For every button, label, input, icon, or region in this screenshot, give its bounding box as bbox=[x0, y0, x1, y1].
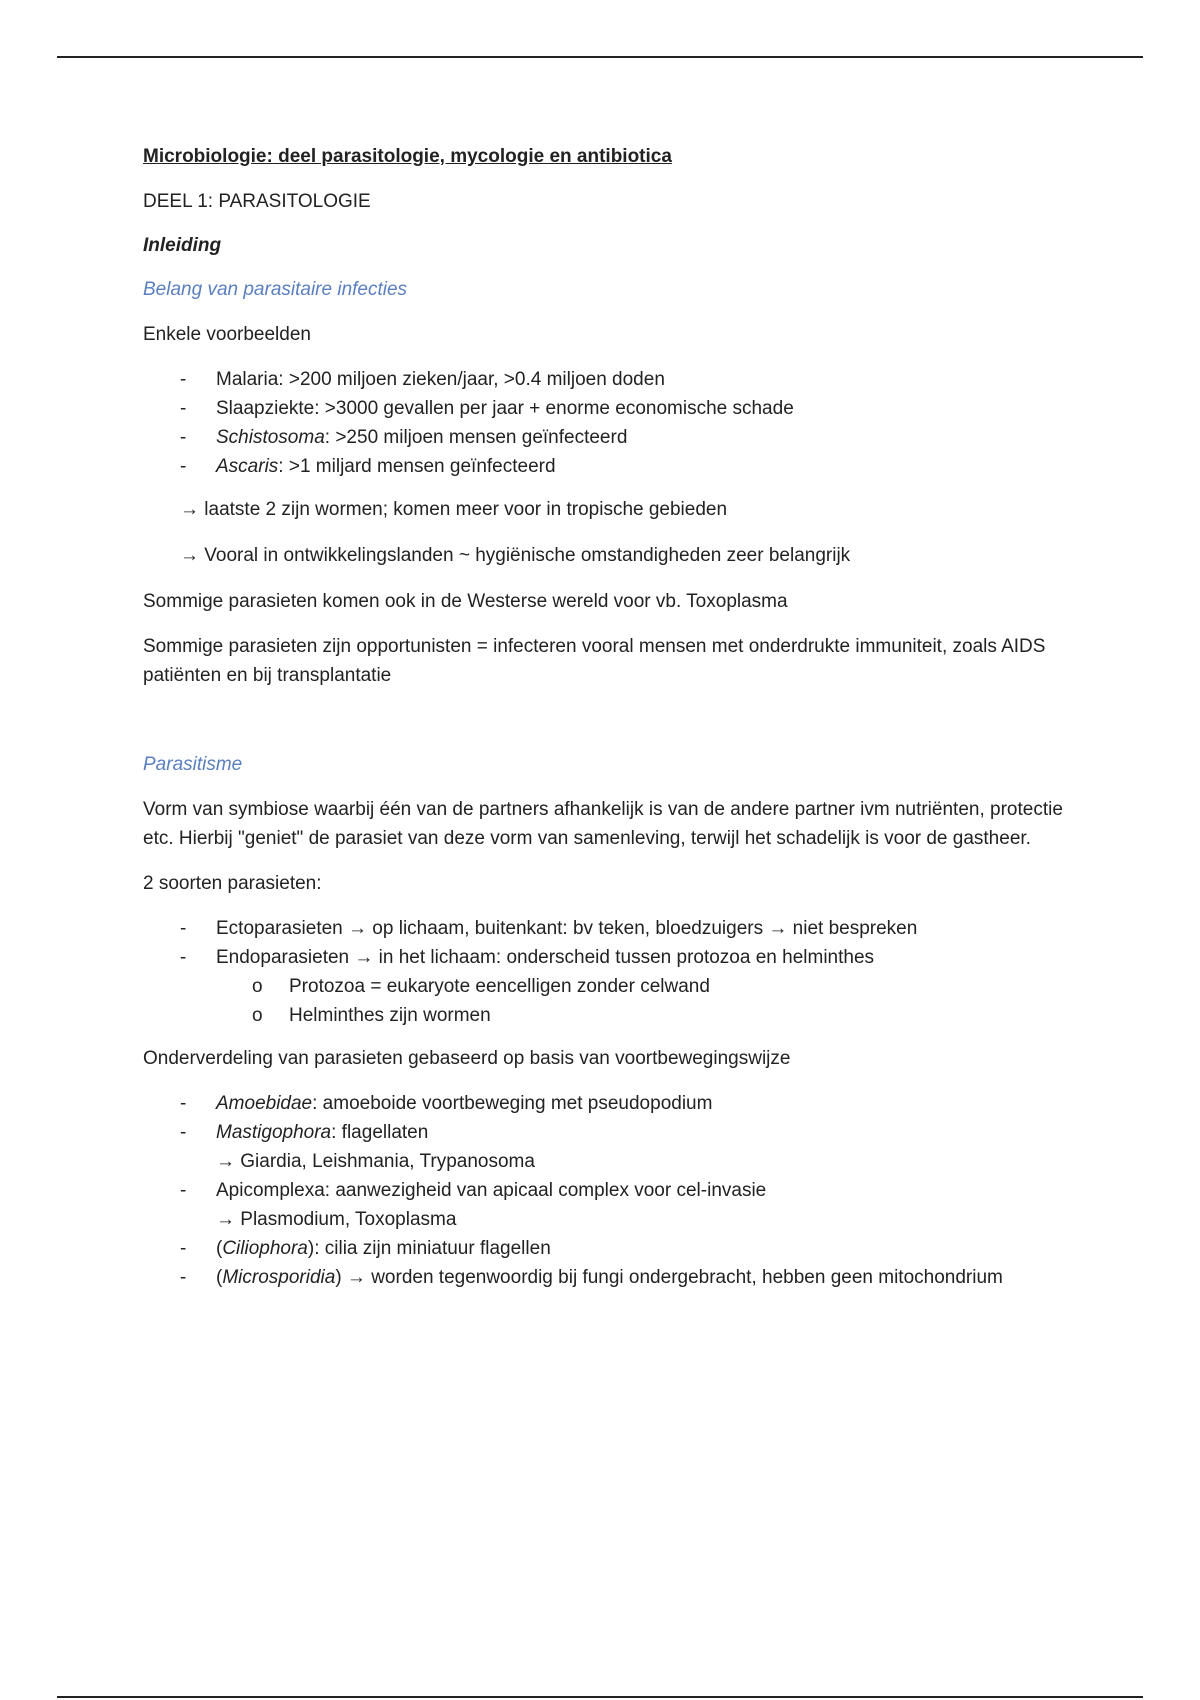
examples-intro: Enkele voorbeelden bbox=[143, 324, 311, 345]
list-item-endo: - Endoparasieten → in het lichaam: onderscheid tussen protozoa en helminthes o Protozoa = eukaryote eencelligen zonder celwand o Helminthes zijn wormen bbox=[143, 943, 1063, 1030]
paragraph-opportunisten: Sommige parasieten zijn opportunisten = infecteren vooral mensen met onderdrukte immuniteit, zoals AIDS patiënten en bij transplantatie bbox=[143, 636, 1046, 686]
list-item: - Apicomplexa: aanwezigheid van apicaal complex voor cel-invasie → Plasmodium, Toxoplasma bbox=[143, 1176, 1063, 1234]
paragraph-onderverdeling: Onderverdeling van parasieten gebaseerd op basis van voortbewegingswijze bbox=[143, 1048, 791, 1069]
list-item: - Schistosoma: >250 miljoen mensen geïnfecteerd bbox=[143, 423, 1063, 452]
footer-rule bbox=[57, 1696, 1143, 1698]
parasite-types-list bbox=[143, 914, 1063, 1030]
list-item: - Mastigophora: flagellaten → Giardia, Leishmania, Trypanosoma bbox=[143, 1118, 1063, 1176]
document-title: Microbiologie: deel parasitologie, mycologie en antibiotica bbox=[143, 146, 672, 167]
document-body bbox=[143, 142, 1063, 1306]
endo-sublist bbox=[216, 972, 1063, 1030]
list-item: - Malaria: >200 miljoen zieken/jaar, >0.4 miljoen doden bbox=[143, 365, 1063, 394]
subheading-parasitisme: Parasitisme bbox=[143, 754, 243, 775]
classification-list bbox=[143, 1089, 1063, 1292]
note-worms: → laatste 2 zijn wormen; komen meer voor in tropische gebieden bbox=[180, 499, 728, 520]
list-item-ecto: - Ectoparasieten → op lichaam, buitenkant: bv teken, bloedzuigers → niet bespreken bbox=[143, 914, 1063, 943]
subheading-belang: Belang van parasitaire infecties bbox=[143, 279, 408, 300]
list-item: - Slaapziekte: >3000 gevallen per jaar + enorme economische schade bbox=[143, 394, 1063, 423]
note-hygiene: → Vooral in ontwikkelingslanden ~ hygiënische omstandigheden zeer belangrijk bbox=[180, 545, 851, 566]
header-rule bbox=[57, 56, 1143, 58]
part-heading: DEEL 1: PARASITOLOGIE bbox=[143, 191, 371, 212]
paragraph-westerse: Sommige parasieten komen ook in de Westerse wereld voor vb. Toxoplasma bbox=[143, 591, 788, 612]
sublist-item: o Protozoa = eukaryote eencelligen zonder celwand bbox=[216, 972, 1063, 1001]
paragraph-soorten: 2 soorten parasieten: bbox=[143, 873, 322, 894]
list-item: - (Microsporidia) → worden tegenwoordig bij fungi ondergebracht, hebben geen mitochondrium bbox=[143, 1263, 1063, 1292]
list-item: - Ascaris: >1 miljard mensen geïnfecteerd bbox=[143, 452, 1063, 481]
list-item: - (Ciliophora): cilia zijn miniatuur flagellen bbox=[143, 1234, 1063, 1263]
section-heading-inleiding: Inleiding bbox=[143, 235, 222, 256]
list-item: - Amoebidae: amoeboide voortbeweging met pseudopodium bbox=[143, 1089, 1063, 1118]
sublist-item: o Helminthes zijn wormen bbox=[216, 1001, 1063, 1030]
paragraph-symbiose: Vorm van symbiose waarbij één van de partners afhankelijk is van de andere partner ivm nutriënten, protectie etc. Hierbij "geniet" de parasiet van deze vorm van samenleving, terwijl het schadelijk is voor de gastheer. bbox=[143, 799, 1063, 849]
examples-list bbox=[143, 365, 1063, 481]
